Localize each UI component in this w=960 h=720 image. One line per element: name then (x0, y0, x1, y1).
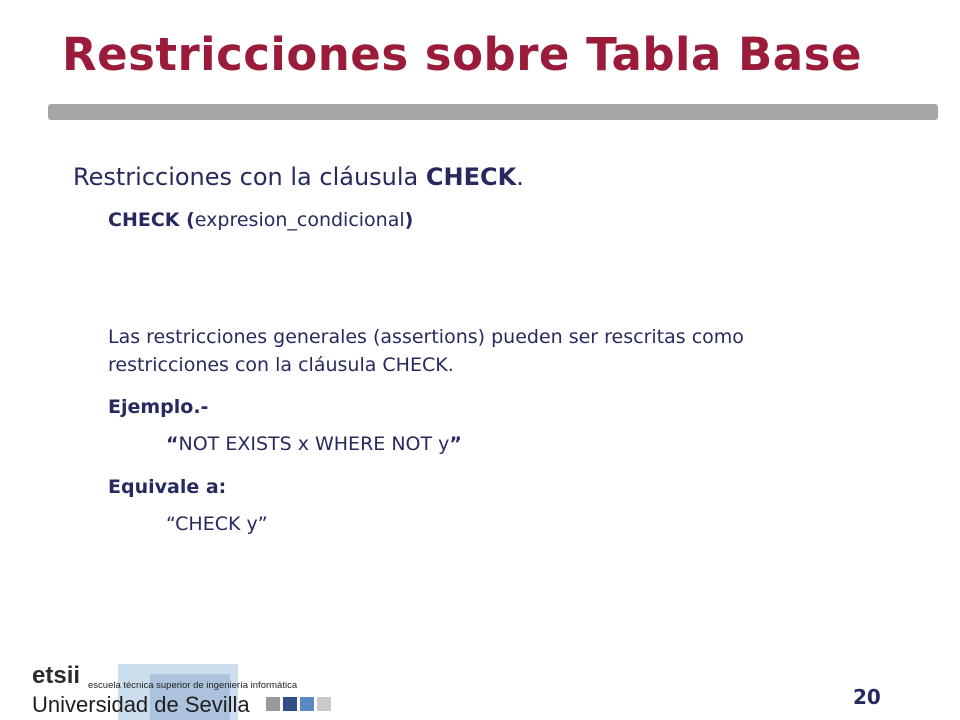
check-syntax-line (108, 206, 413, 234)
slide-title: Restricciones sobre Tabla Base (62, 28, 862, 81)
bullet-check-clause (73, 163, 524, 191)
equivale-label: Equivale a: (108, 476, 227, 498)
example-open-quote: “ (166, 433, 179, 455)
title-underline-bar (48, 104, 938, 120)
logo-square (283, 697, 297, 711)
logo-square (317, 697, 331, 711)
logo-square (300, 697, 314, 711)
logo-square (266, 697, 280, 711)
page-number: 20 (853, 685, 881, 709)
example-label: Ejemplo.- (108, 396, 209, 418)
example-close-quote: ” (449, 433, 462, 455)
syntax-open: CHECK ( (108, 209, 195, 231)
syntax-argument: expresion_condicional (194, 209, 405, 231)
etsii-logo (30, 660, 360, 720)
paragraph-line-2: restricciones con la cláusula CHECK. (108, 354, 454, 376)
heading-end: . (516, 163, 524, 191)
example-expression (166, 433, 462, 455)
heading-text: Restricciones con la cláusula (73, 163, 426, 191)
heading-keyword: CHECK (425, 163, 517, 191)
logo-etsii-text: etsii (32, 662, 81, 689)
paragraph-line-1: Las restricciones generales (assertions) pueden ser rescritas como (108, 326, 744, 348)
example-text: NOT EXISTS x WHERE NOT y (178, 433, 450, 455)
logo-school-text: escuela técnica superior de ingeniería informática (88, 680, 298, 691)
logo-university-text: Universidad de Sevilla (32, 692, 250, 717)
logo-squares (266, 696, 334, 715)
syntax-close: ) (404, 209, 414, 231)
equivale-expression: “CHECK y” (166, 513, 268, 535)
